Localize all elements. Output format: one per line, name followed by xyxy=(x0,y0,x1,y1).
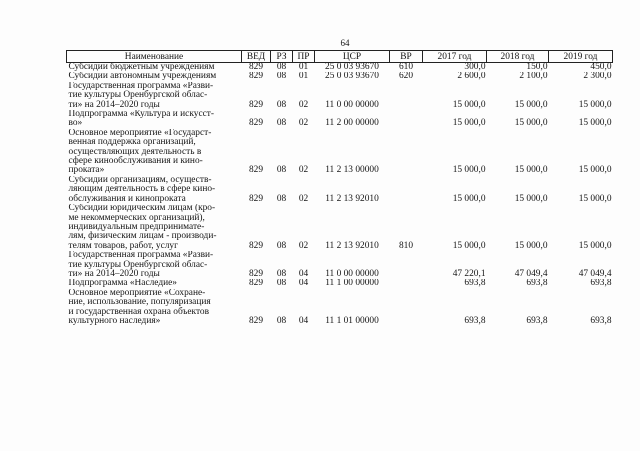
cell-pr: 04 xyxy=(298,315,309,326)
cell-2019: 15 000,0 xyxy=(578,99,612,110)
header-rz: РЗ xyxy=(271,51,293,63)
cell-ved: 829 xyxy=(248,99,264,110)
cell-pr: 02 xyxy=(298,193,309,204)
cell-vr: 620 xyxy=(398,72,414,82)
header-csr: ЦСР xyxy=(315,51,390,63)
cell-2017: 15 000,0 xyxy=(452,165,486,176)
cell-2017: 693,8 xyxy=(464,279,486,289)
cell-pr: 01 xyxy=(298,62,309,72)
cell-2018: 15 000,0 xyxy=(514,165,548,176)
table-row xyxy=(67,63,613,73)
cell-name: Субсидии бюджетным учреждениям xyxy=(68,62,215,72)
table-row xyxy=(67,129,613,176)
table-row xyxy=(67,279,613,288)
cell-vr xyxy=(390,129,423,176)
cell-2018: 693,8 xyxy=(526,279,548,289)
cell-rz: 08 xyxy=(276,72,287,82)
cell-csr: 11 2 13 92010 xyxy=(325,240,379,251)
cell-2019: 693,8 xyxy=(590,279,612,289)
cell-name: Государственная программа «Разви- тие культуры Оренбургской облас- ти» на 2014–2020 годы xyxy=(68,251,214,279)
cell-csr: 11 2 13 92010 xyxy=(325,193,379,204)
cell-pr: 02 xyxy=(298,165,309,176)
cell-ved: 829 xyxy=(248,118,264,129)
page-number: 64 xyxy=(340,38,350,48)
cell-name: Подпрограмма «Культура и искусст- во» xyxy=(68,110,214,129)
cell-csr: 11 0 00 00000 xyxy=(325,99,379,110)
cell-2019: 693,8 xyxy=(590,315,612,326)
header-pr: ПР xyxy=(293,51,315,63)
cell-ved: 829 xyxy=(248,62,264,72)
cell-ved: 829 xyxy=(248,72,264,82)
cell-csr: 11 2 13 00000 xyxy=(325,165,379,176)
cell-2017: 300,0 xyxy=(464,62,486,72)
cell-2018: 15 000,0 xyxy=(514,193,548,204)
cell-ved: 829 xyxy=(248,279,264,289)
cell-csr: 11 1 00 00000 xyxy=(325,279,379,289)
cell-csr: 11 1 01 00000 xyxy=(325,315,379,326)
cell-csr: 11 2 00 00000 xyxy=(325,118,379,129)
cell-2017: 15 000,0 xyxy=(452,240,486,251)
cell-vr xyxy=(390,82,423,110)
cell-rz: 08 xyxy=(276,165,287,176)
cell-2018: 150,0 xyxy=(526,62,548,72)
cell-2019: 2 300,0 xyxy=(583,72,612,82)
cell-pr: 04 xyxy=(298,268,309,279)
cell-pr: 02 xyxy=(298,99,309,110)
cell-name: Субсидии организациям, осуществ- ляющим деятельность в сфере кино- обслуживания и кинопроката xyxy=(68,175,216,204)
cell-2017: 15 000,0 xyxy=(452,193,486,204)
cell-2018: 15 000,0 xyxy=(514,118,548,129)
cell-2019: 15 000,0 xyxy=(578,240,612,251)
cell-rz: 08 xyxy=(276,193,287,204)
cell-name: Государственная программа «Разви- тие культуры Оренбургской облас- ти» на 2014–2020 годы xyxy=(68,81,214,110)
header-vr: ВР xyxy=(390,51,423,63)
cell-rz: 08 xyxy=(276,118,287,129)
cell-rz: 08 xyxy=(276,315,287,326)
cell-name: Субсидии юридическим лицам (кро- ме некоммерческих организаций), индивидуальным предпринимате- лям, физическим лицам - производи- телям товаров, работ, услуг xyxy=(68,204,217,251)
cell-2019: 15 000,0 xyxy=(578,165,612,176)
cell-csr: 25 0 03 93670 xyxy=(325,62,379,72)
header-ved: ВЕД xyxy=(242,51,271,63)
cell-2017: 15 000,0 xyxy=(452,118,486,129)
cell-2018: 15 000,0 xyxy=(514,240,548,251)
table-row xyxy=(67,110,613,129)
cell-name: Подпрограмма «Наследие» xyxy=(68,279,177,289)
cell-csr: 11 0 00 00000 xyxy=(325,268,379,279)
cell-ved: 829 xyxy=(248,193,264,204)
cell-2018: 2 100,0 xyxy=(519,72,548,82)
budget-table xyxy=(66,50,613,326)
cell-name: Основное мероприятие «Сохране- ние, использование, популяризация и государственная охрана объектов культурного наследия» xyxy=(68,288,211,326)
cell-2019: 450,0 xyxy=(590,62,612,72)
cell-vr xyxy=(390,251,423,279)
cell-vr xyxy=(390,279,423,288)
cell-rz: 08 xyxy=(276,279,287,289)
cell-ved: 829 xyxy=(248,315,264,326)
table-row xyxy=(67,82,613,110)
cell-rz: 08 xyxy=(276,268,287,279)
cell-2017: 2 600,0 xyxy=(457,72,486,82)
table-row xyxy=(67,251,613,279)
cell-pr: 02 xyxy=(298,240,309,251)
cell-ved: 829 xyxy=(248,240,264,251)
header-name: Наименование xyxy=(67,51,242,63)
cell-vr: 810 xyxy=(398,240,414,251)
cell-2017: 693,8 xyxy=(464,315,486,326)
cell-ved: 829 xyxy=(248,165,264,176)
cell-ved: 829 xyxy=(248,268,264,279)
cell-2018: 15 000,0 xyxy=(514,99,548,110)
cell-2018: 693,8 xyxy=(526,315,548,326)
cell-vr xyxy=(390,176,423,204)
cell-name: Субсидии автономным учреждениям xyxy=(68,72,217,82)
table-row xyxy=(67,72,613,81)
header-2018: 2018 год xyxy=(487,51,549,63)
cell-vr: 610 xyxy=(398,62,414,72)
cell-pr: 04 xyxy=(298,279,309,289)
cell-2018: 47 049,4 xyxy=(514,268,548,279)
cell-2019: 47 049,4 xyxy=(578,268,612,279)
table-row xyxy=(67,204,613,251)
cell-name: Основное мероприятие «Государст- венная поддержка организаций, осуществляющих деятельность в сфере кинообслуживания и кино- проката» xyxy=(68,128,212,176)
table-body xyxy=(67,63,613,327)
cell-pr: 02 xyxy=(298,118,309,129)
cell-vr xyxy=(390,110,423,129)
header-2017: 2017 год xyxy=(423,51,487,63)
cell-rz: 08 xyxy=(276,240,287,251)
cell-pr: 01 xyxy=(298,72,309,82)
cell-2019: 15 000,0 xyxy=(578,118,612,129)
cell-2017: 47 220,1 xyxy=(452,268,486,279)
cell-2019: 15 000,0 xyxy=(578,193,612,204)
cell-rz: 08 xyxy=(276,62,287,72)
table-row xyxy=(67,289,613,327)
table-row xyxy=(67,176,613,204)
cell-rz: 08 xyxy=(276,99,287,110)
cell-2017: 15 000,0 xyxy=(452,99,486,110)
cell-csr: 25 0 03 93670 xyxy=(325,72,379,82)
table-header xyxy=(67,51,613,63)
header-row xyxy=(67,51,613,63)
cell-vr xyxy=(390,289,423,327)
header-2019: 2019 год xyxy=(549,51,613,63)
